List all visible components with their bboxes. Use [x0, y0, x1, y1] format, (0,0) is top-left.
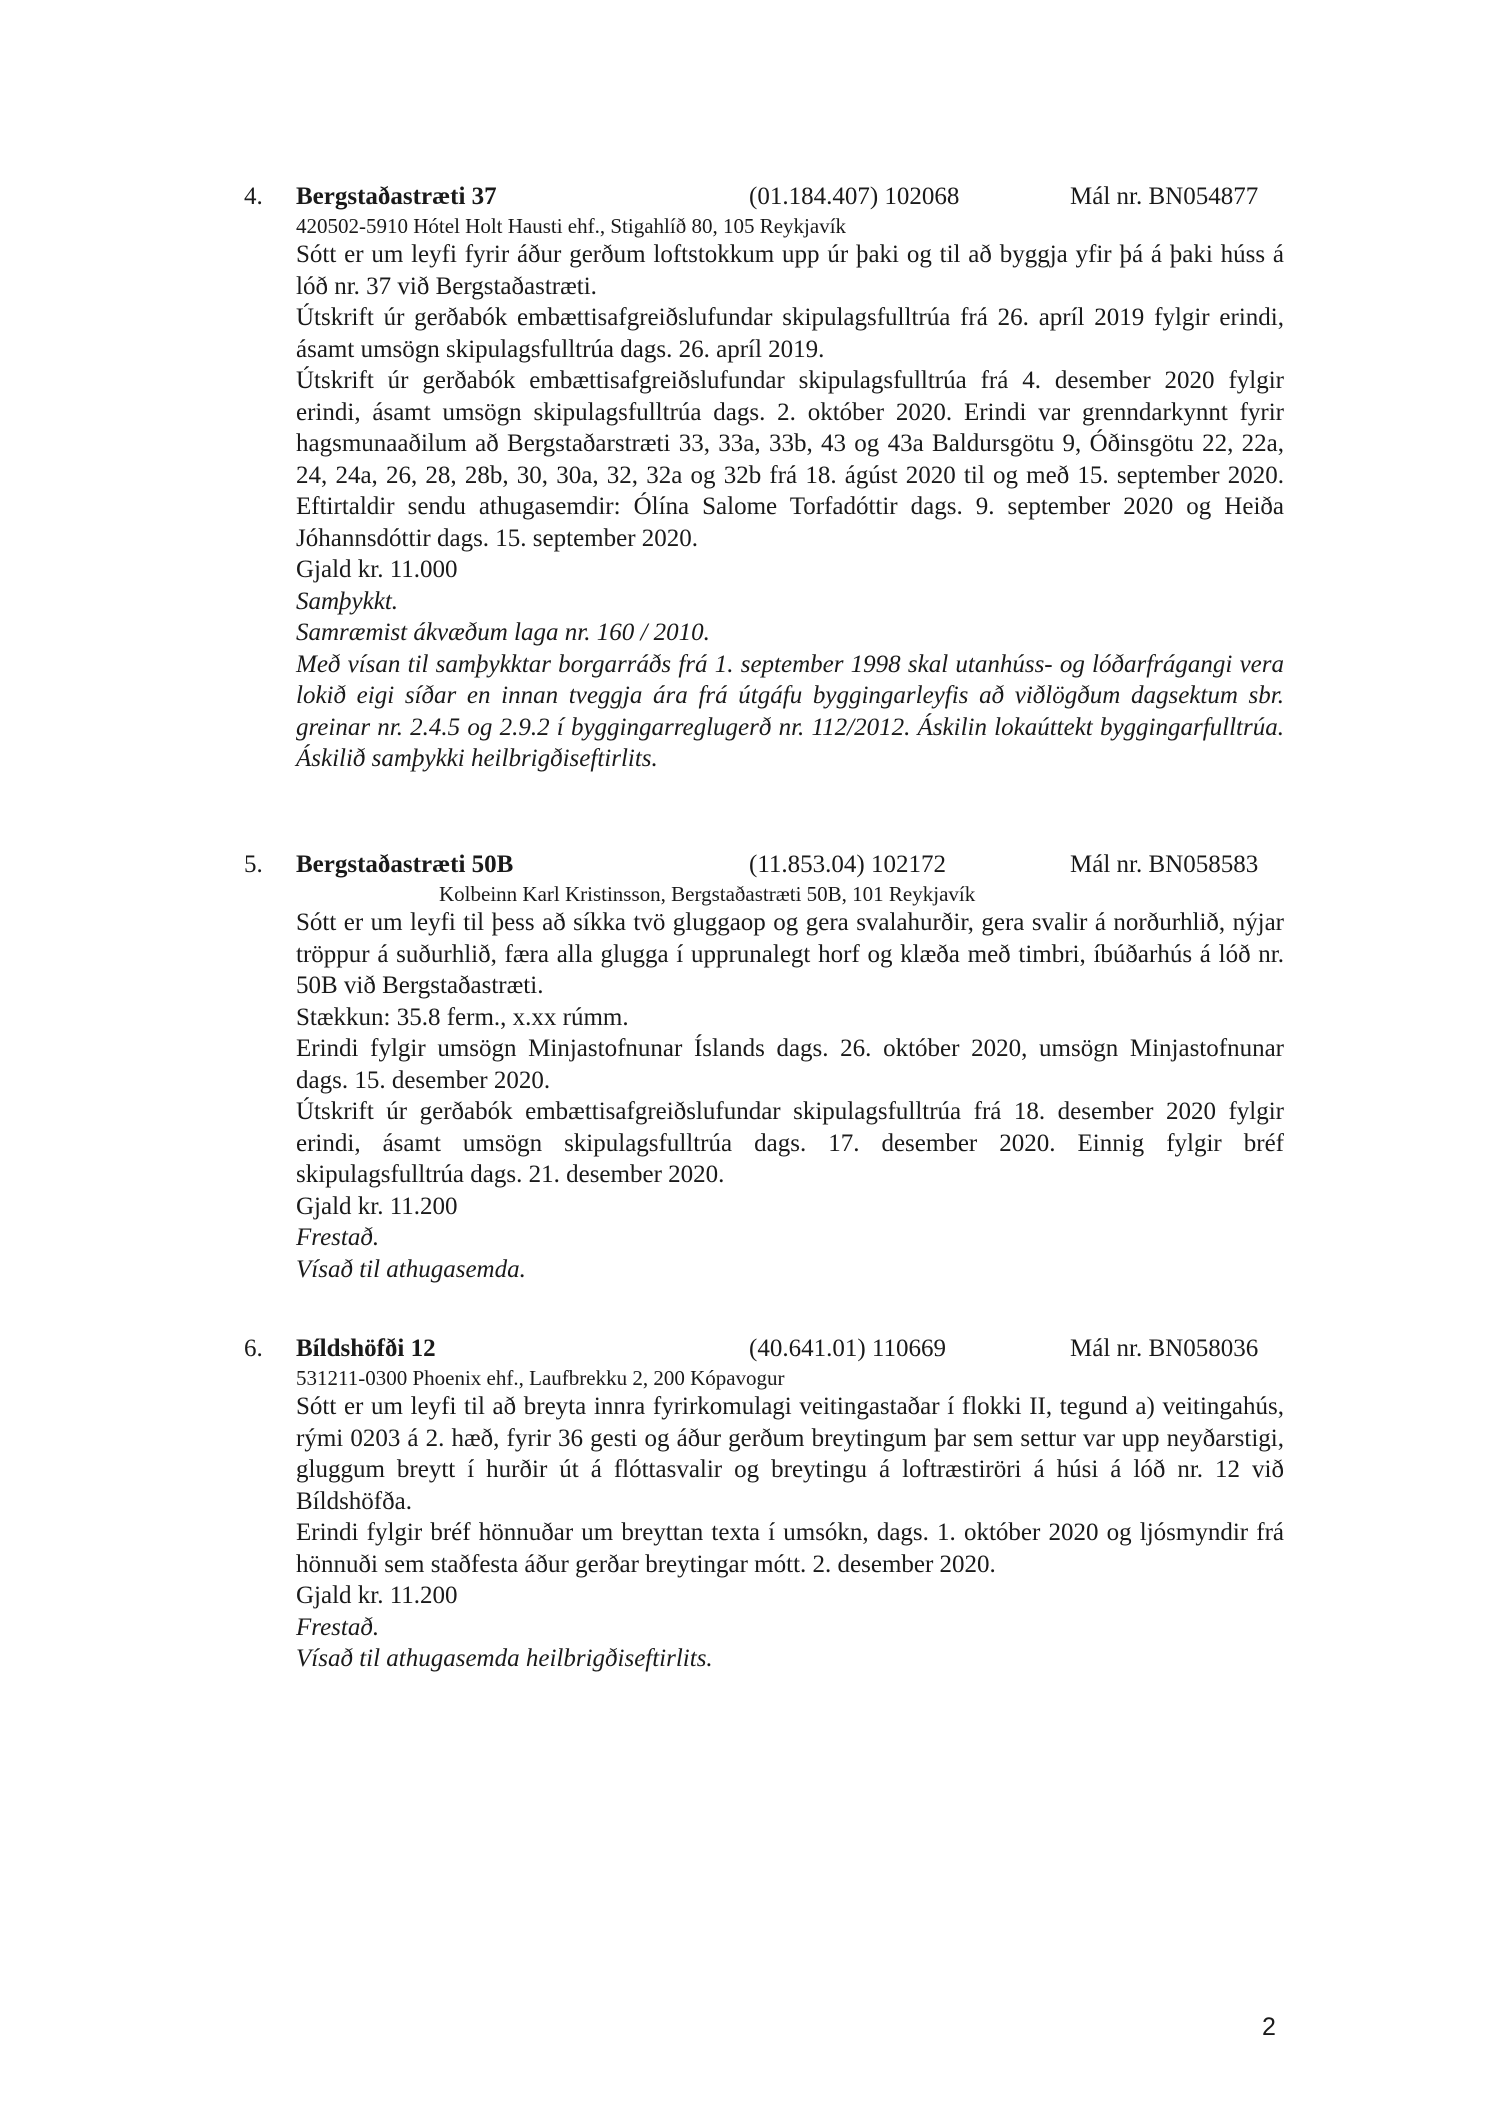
case-applicant: Kolbeinn Karl Kristinsson, Bergstaðastræti 50B, 101 Reykjavík	[439, 882, 976, 906]
case-paragraph: Stækkun: 35.8 ferm., x.xx rúmm.	[296, 1003, 629, 1031]
case-decision: Samþykkt.	[296, 587, 399, 615]
case-decision: Frestað.	[296, 1613, 380, 1641]
case-fee: Gjald kr. 11.200	[296, 1192, 458, 1220]
case-number: 5.	[244, 851, 263, 878]
case-decision: Samræmist ákvæðum laga nr. 160 / 2010.	[296, 619, 710, 646]
case-body	[244, 1391, 1284, 1675]
case-reference: (01.184.407) 102068	[749, 183, 960, 210]
case-paragraph: Erindi fylgir umsögn Minjastofnunar Íslands dags. 26. október 2020, umsögn Minjastofnunar dags. 15. desember 2020.	[296, 1035, 1284, 1094]
case-decision: Vísað til athugasemda.	[296, 1255, 526, 1283]
case-body	[244, 907, 1284, 1285]
case-paragraph: Útskrift úr gerðabók embættisafgreiðslufundar skipulagsfulltrúa frá 4. desember 2020 fylgir erindi, ásamt umsögn skipulagsfulltrúa dags. 2. október 2020. Erindi var grenndarkynnt fyrir hagsmunaaðilum að Bergstaðarstræti 33, 33a, 33b, 43 og 43a Baldursgötu 9, Óðinsgötu 22, 22a, 24, 24a, 26, 28, 28b, 30, 30a, 32, 32a og 32b frá 18. ágúst 2020 til og með 15. september 2020. Eftirtaldir sendu athugasemdir: Ólína Salome Torfadóttir dags. 9. september 2020 og Heiða Jóhannsdóttir dags. 15. september 2020.	[296, 367, 1284, 552]
case-reference: (40.641.01) 110669	[749, 1335, 946, 1362]
case-decision: Með vísan til samþykktar borgarráðs frá 1. september 1998 skal utanhúss- og lóðarfrágangi vera lokið eigi síðar en innan tveggja ára frá útgáfu byggingarleyfis að viðlögðum dagsektum sbr. greinar nr. 2.4.5 og 2.9.2 í byggingarreglugerð nr. 112/2012. Áskilin lokaúttekt byggingarfulltrúa. Áskilið samþykki heilbrigðiseftirlits.	[296, 650, 1284, 772]
case-paragraph: Sótt er um leyfi fyrir áður gerðum loftstokkum upp úr þaki og til að byggja yfir þá á þaki húss á lóð nr. 37 við Bergstaðastræti.	[296, 241, 1284, 300]
case-fee: Gjald kr. 11.200	[296, 1582, 458, 1609]
case-number: 6.	[244, 1335, 263, 1362]
case-decision: Vísað til athugasemda heilbrigðiseftirlits.	[296, 1645, 713, 1672]
case-fee: Gjald kr. 11.000	[296, 556, 458, 583]
page-number: 2	[1262, 2013, 1276, 2041]
case-entry	[244, 1333, 1284, 1675]
case-paragraph: Sótt er um leyfi til að breyta innra fyrirkomulagi veitingastaðar í flokki II, tegund a) veitingahús, rými 0203 á 2. hæð, fyrir 36 gesti og áður gerðum breytingum þar sem settur var upp neyðarstigi, gluggum breytt í hurðir út á flóttasvalir og breytingu á loftræstiröri á húsi á lóð nr. 12 við Bíldshöfða.	[296, 1393, 1284, 1515]
case-decision: Frestað.	[296, 1224, 380, 1251]
case-body	[244, 239, 1284, 775]
case-number: 4.	[244, 183, 263, 210]
case-title: Bergstaðastræti 50B	[296, 851, 514, 878]
case-header	[244, 1333, 1284, 1365]
case-title: Bergstaðastræti 37	[296, 183, 497, 210]
case-title: Bíldshöfði 12	[296, 1335, 436, 1362]
case-number-id: Mál nr. BN058583	[1070, 851, 1259, 878]
case-entry	[244, 181, 1284, 775]
case-reference: (11.853.04) 102172	[749, 851, 946, 878]
case-applicant: 420502-5910 Hótel Holt Hausti ehf., Stigahlíð 80, 105 Reykjavík	[296, 214, 847, 238]
case-number-id: Mál nr. BN058036	[1070, 1335, 1259, 1362]
case-header	[244, 181, 1284, 213]
case-paragraph: Útskrift úr gerðabók embættisafgreiðslufundar skipulagsfulltrúa frá 26. apríl 2019 fylgir erindi, ásamt umsögn skipulagsfulltrúa dags. 26. apríl 2019.	[296, 304, 1284, 363]
case-paragraph: Erindi fylgir bréf hönnuðar um breyttan texta í umsókn, dags. 1. október 2020 og ljósmyndir frá hönnuði sem staðfesta áður gerðar breytingar mótt. 2. desember 2020.	[296, 1519, 1284, 1578]
case-paragraph: Útskrift úr gerðabók embættisafgreiðslufundar skipulagsfulltrúa frá 18. desember 2020 fylgir erindi, ásamt umsögn skipulagsfulltrúa dags. 17. desember 2020. Einnig fylgir bréf skipulagsfulltrúa dags. 21. desember 2020.	[296, 1098, 1284, 1188]
case-paragraph: Sótt er um leyfi til þess að síkka tvö gluggaop og gera svalahurðir, gera svalir á norðurhlið, nýjar tröppur á suðurhlið, færa alla glugga í upprunalegt horf og klæða með timbri, íbúðarhús á lóð nr. 50B við Bergstaðastræti.	[296, 909, 1284, 999]
case-applicant: 531211-0300 Phoenix ehf., Laufbrekku 2, 200 Kópavogur	[296, 1366, 785, 1390]
case-entry	[244, 849, 1284, 1285]
case-number-id: Mál nr. BN054877	[1070, 183, 1259, 210]
case-header	[244, 849, 1284, 881]
